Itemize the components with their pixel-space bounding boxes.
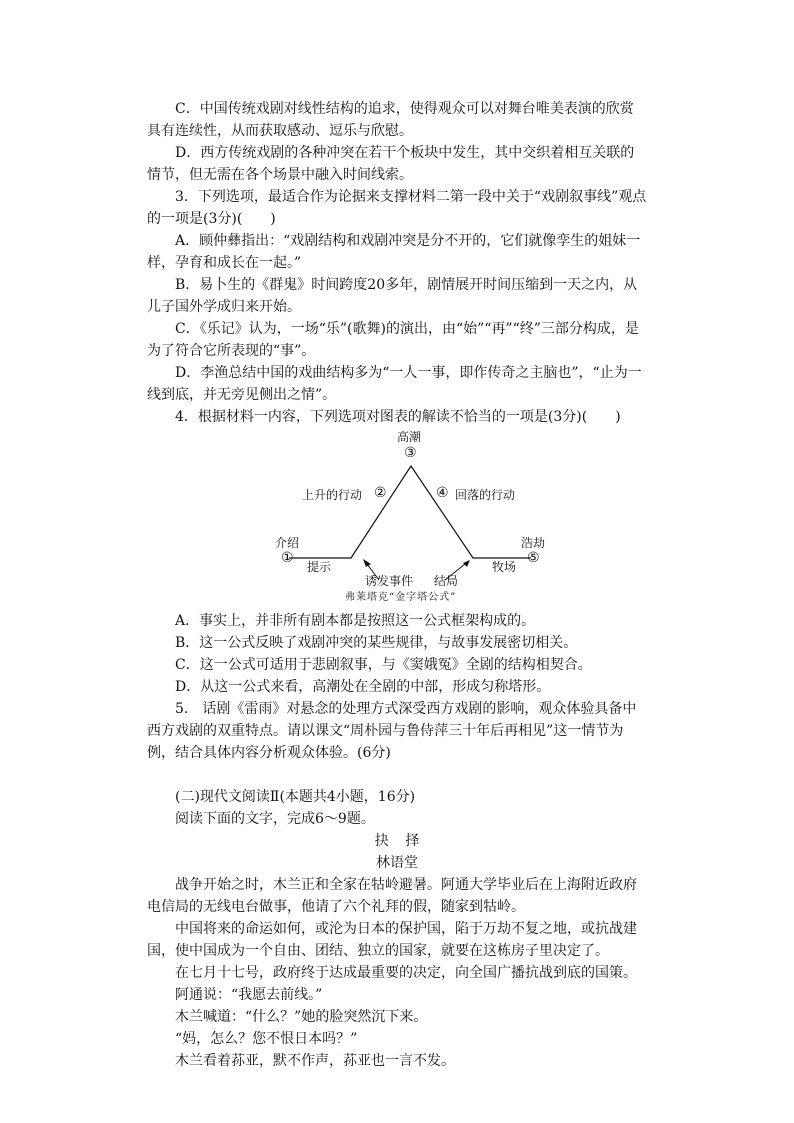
document-page (147, 98, 647, 1072)
pyramid-outline (289, 466, 531, 558)
node-2: ② (374, 485, 387, 501)
story-paragraph: “妈，怎么？您不恨日本吗？” (175, 1031, 358, 1047)
story-paragraph: 木兰喊道：“什么？”她的脸突然沉下来。 (175, 1009, 428, 1025)
node-4: ④ (436, 485, 449, 501)
inciting-event-label: 诱发事件 (365, 574, 414, 588)
question-4-option-a: A．事实上，并非所有剧本都是按照这一公式框架构成的。 (175, 613, 536, 629)
catastrophe-label: 浩劫 (521, 536, 546, 550)
incite-arrowhead (363, 559, 371, 567)
story-title: 抉择 (374, 833, 437, 849)
ending-arrowhead (463, 560, 470, 567)
question-4: 4．根据材料一内容，下列选项对图表的解读不恰当的一项是(3分)( ) (175, 409, 621, 425)
diagram-caption: 弗莱塔克“金字塔公式” (345, 592, 457, 603)
question-3-option-d: D．李渔总结中国的戏曲结构多为“一人一事，即作传奇之主脑也”，“止为一线到底，并无旁见侧出之情”。 (147, 365, 642, 403)
option-d-paragraph: D．西方传统戏剧的各种冲突在若干个板块中发生，其中交织着相互关联的情节，但无需在各个场景中融入时间线索。 (147, 145, 635, 183)
option-c-paragraph: C．中国传统戏剧对线性结构的追求，使得观众可以对舞台唯美表演的欣赏具有连续性，从而获取感动、逗乐与欣慰。 (147, 101, 634, 139)
climax-label: 高潮 (397, 430, 422, 444)
exposition-label: 提示 (307, 560, 332, 574)
resolution-label: 结局 (434, 574, 459, 588)
question-3-option-b: B．易卜生的《群鬼》时间跨度20多年，剧情展开时间压缩到一天之内，从儿子国外学成归来开始。 (147, 277, 638, 315)
question-4-option-b: B．这一公式反映了戏剧冲突的某些规律，与故事发展密切相关。 (175, 635, 578, 651)
intro-label: 介绍 (275, 536, 300, 550)
question-3-option-c: C．《乐记》认为，一场“乐”(歌舞)的演出，由“始”“再”“终”三部分构成，是为了符合它所表现的“事”。 (147, 321, 639, 359)
question-4-option-c: C．这一公式可适用于悲剧叙事，与《窦娥冤》全剧的结构相契合。 (175, 657, 592, 673)
section-2-instruction: 阅读下面的文字，完成6～9题。 (175, 811, 375, 827)
question-5: 5. 话剧《雷雨》对悬念的处理方式深受西方戏剧的影响，观众体验具备中西方戏剧的双重特点。请以课文“周朴园与鲁侍萍三十年后再相见”这一情节为例，结合具体内容分析观众体验。(6分) (147, 701, 637, 761)
rising-action-label: 上升的行动 (302, 488, 363, 502)
question-3: 3．下列选项，最适合作为论据来支撑材料二第一段中关于“戏剧叙事线”观点的一项是(3分)( ) (147, 189, 647, 227)
node-3: ③ (404, 445, 417, 461)
story-paragraph: 在七月十七号，政府终于达成最重要的决定，向全国广播抗战到底的国策。 (175, 965, 637, 981)
story-paragraph: 阿通说：“我愿去前线。” (175, 987, 323, 1003)
story-paragraph: 木兰看着荪亚，默不作声，荪亚也一言不发。 (175, 1053, 455, 1069)
question-4-option-d: D．从这一公式来看，高潮处在全剧的中部，形成匀称塔形。 (175, 679, 551, 695)
falling-action-label: 回落的行动 (455, 488, 516, 502)
node-1: ① (281, 550, 294, 566)
pasture-label: 牧场 (492, 560, 517, 574)
section-gap (147, 764, 647, 786)
story-paragraph: 战争开始之时，木兰正和全家在牯岭避暑。阿通大学毕业后在上海附近政府电信局的无线电台做事，他请了六个礼拜的假，随家到牯岭。 (147, 877, 637, 915)
story-author: 林语堂 (376, 855, 418, 871)
node-5: ⑤ (527, 550, 540, 566)
story-paragraph: 中国将来的命运如何，或沦为日本的保护国，陷于万劫不复之地，或抗战建国，使中国成为一个自由、团结、独立的国家，就要在这栋房子里决定了。 (147, 921, 637, 959)
section-2-heading: (二)现代文阅读Ⅱ(本题共4小题，16分) (175, 789, 416, 805)
freytag-pyramid-diagram (147, 430, 647, 608)
question-3-option-a: A．顾仲彝指出：“戏剧结构和戏剧冲突是分不开的，它们就像孪生的姐妹一样，孕育和成长在一起。” (147, 233, 641, 271)
